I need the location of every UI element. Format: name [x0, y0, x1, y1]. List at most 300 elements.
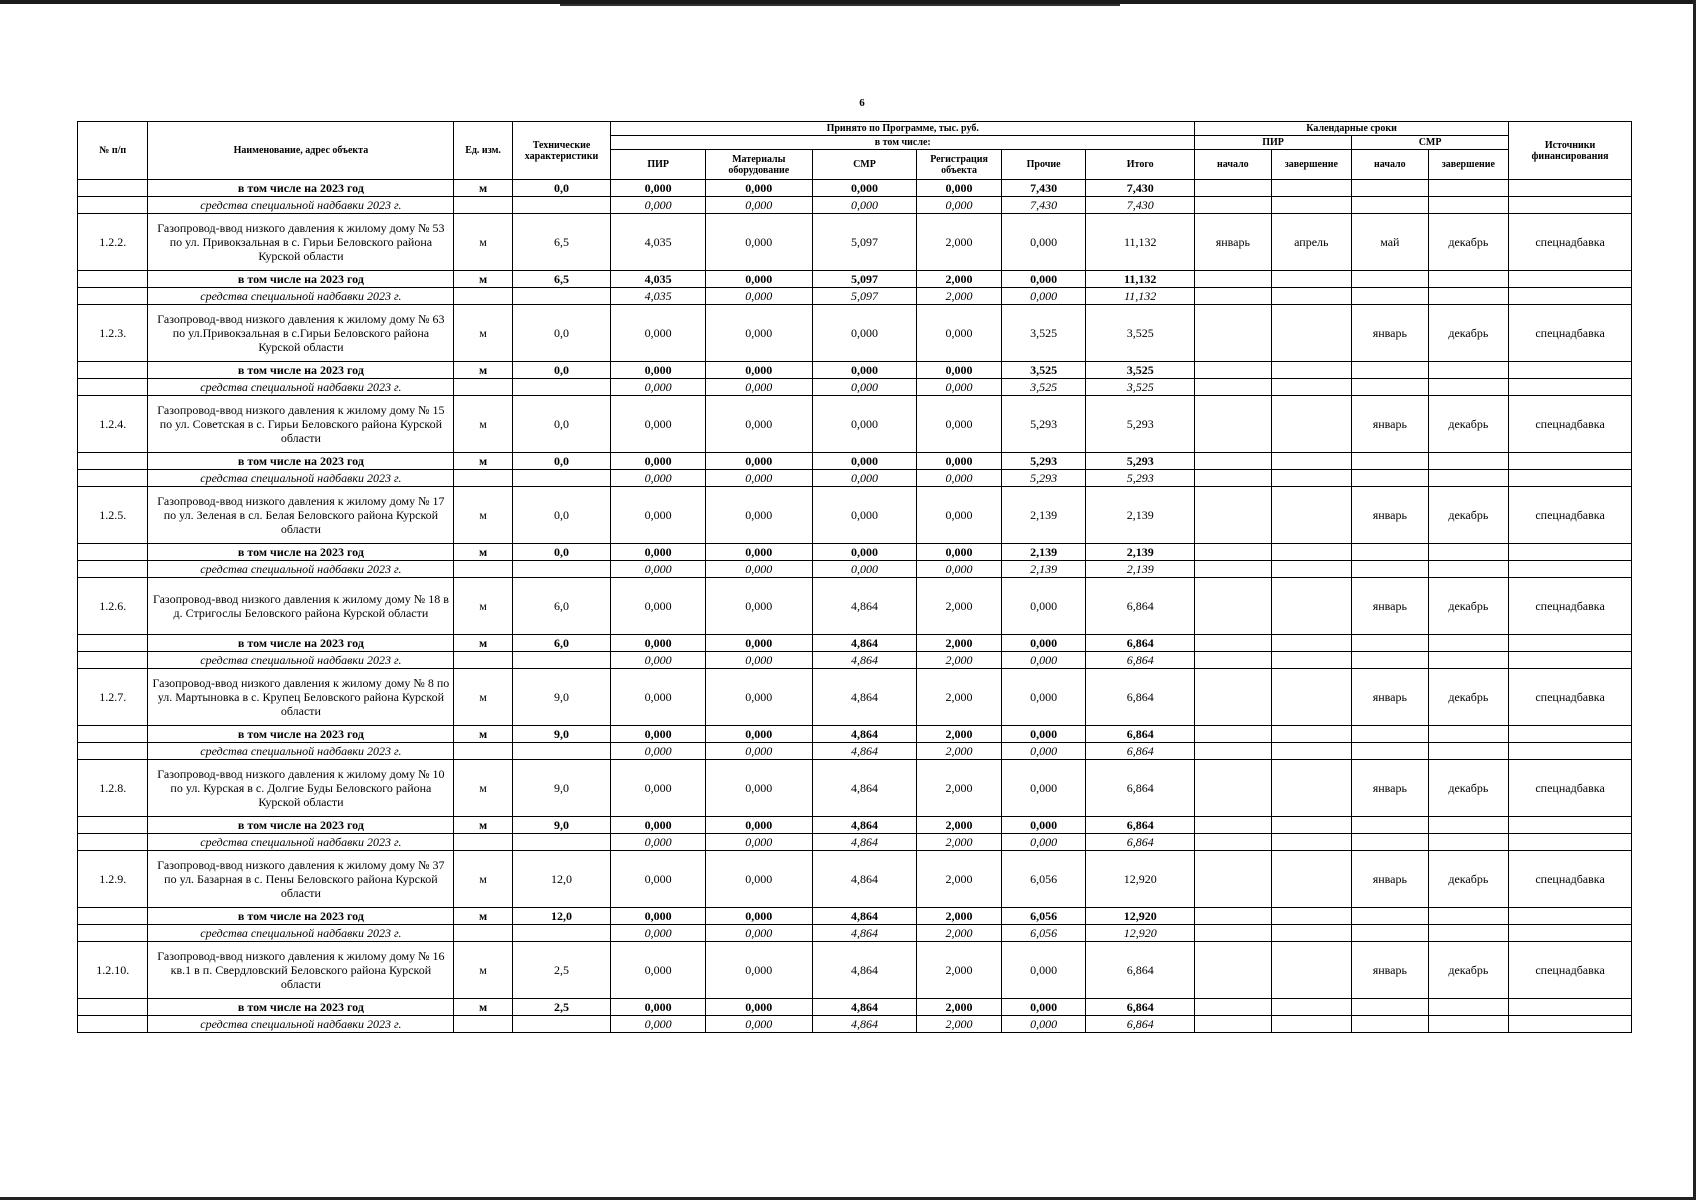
- cell-source: [1509, 817, 1632, 834]
- cell-pir-start: [1195, 760, 1271, 817]
- cell-smr: 0,000: [812, 180, 917, 197]
- cell-smr-end: декабрь: [1428, 851, 1509, 908]
- cell-unit: [454, 470, 512, 487]
- cell-pir: 0,000: [611, 669, 706, 726]
- header-materials: Материалы оборудование: [705, 150, 812, 180]
- cell-pir: 4,035: [611, 214, 706, 271]
- cell-num: [78, 817, 148, 834]
- cell-registration: 0,000: [917, 180, 1002, 197]
- cell-other: 0,000: [1001, 578, 1086, 635]
- cell-pir-end: [1271, 652, 1352, 669]
- cell-pir: 0,000: [611, 180, 706, 197]
- cell-smr: 4,864: [812, 817, 917, 834]
- header-total: Итого: [1086, 150, 1195, 180]
- cell-object-name: Газопровод-ввод низкого давления к жилому дому № 16 кв.1 в п. Свердловский Беловского района Курской области: [148, 942, 454, 999]
- cell-tech: [512, 288, 611, 305]
- cell-pir-start: [1195, 561, 1271, 578]
- cell-other: 0,000: [1001, 743, 1086, 760]
- header-smr-start: начало: [1352, 150, 1428, 180]
- cell-pir: 0,000: [611, 925, 706, 942]
- cell-total: 6,864: [1086, 1016, 1195, 1033]
- cell-other: 0,000: [1001, 942, 1086, 999]
- header-num: № п/п: [78, 122, 148, 180]
- cell-smr-start: [1352, 908, 1428, 925]
- cell-source: [1509, 197, 1632, 214]
- cell-pir: 0,000: [611, 726, 706, 743]
- cell-materials: 0,000: [705, 652, 812, 669]
- cell-total: 6,864: [1086, 834, 1195, 851]
- cell-other: 0,000: [1001, 834, 1086, 851]
- cell-materials: 0,000: [705, 669, 812, 726]
- cell-fund-label: средства специальной надбавки 2023 г.: [148, 561, 454, 578]
- cell-registration: 2,000: [917, 652, 1002, 669]
- cell-smr-start: [1352, 197, 1428, 214]
- cell-other: 3,525: [1001, 305, 1086, 362]
- cell-smr: 4,864: [812, 669, 917, 726]
- subtotal-2023-row: [78, 453, 1632, 470]
- cell-pir-end: [1271, 544, 1352, 561]
- cell-num: [78, 834, 148, 851]
- cell-other: 6,056: [1001, 925, 1086, 942]
- cell-tech: [512, 925, 611, 942]
- cell-pir: 4,035: [611, 288, 706, 305]
- cell-tech: 9,0: [512, 669, 611, 726]
- cell-total: 12,920: [1086, 925, 1195, 942]
- cell-materials: 0,000: [705, 925, 812, 942]
- cell-smr: 0,000: [812, 396, 917, 453]
- cell-smr: 4,864: [812, 726, 917, 743]
- cell-tech: 0,0: [512, 544, 611, 561]
- cell-unit: м: [454, 817, 512, 834]
- cell-subtotal-label: в том числе на 2023 год: [148, 635, 454, 652]
- cell-unit: [454, 1016, 512, 1033]
- cell-total: 6,864: [1086, 635, 1195, 652]
- header-calendar-group: Календарные сроки: [1195, 122, 1509, 136]
- cell-object-name: Газопровод-ввод низкого давления к жилому дому № 37 по ул. Базарная в с. Пены Беловского района Курской области: [148, 851, 454, 908]
- fund-row: [78, 834, 1632, 851]
- cell-other: 7,430: [1001, 197, 1086, 214]
- header-name: Наименование, адрес объекта: [148, 122, 454, 180]
- cell-source: [1509, 652, 1632, 669]
- cell-num: [78, 726, 148, 743]
- cell-fund-label: средства специальной надбавки 2023 г.: [148, 379, 454, 396]
- cell-other: 0,000: [1001, 288, 1086, 305]
- cell-subtotal-label: в том числе на 2023 год: [148, 180, 454, 197]
- cell-total: 6,864: [1086, 726, 1195, 743]
- cell-pir-end: [1271, 271, 1352, 288]
- cell-pir-end: [1271, 197, 1352, 214]
- cell-pir-start: [1195, 453, 1271, 470]
- cell-pir-end: [1271, 834, 1352, 851]
- cell-pir-end: [1271, 379, 1352, 396]
- cell-smr: 4,864: [812, 578, 917, 635]
- cell-smr: 0,000: [812, 561, 917, 578]
- cell-materials: 0,000: [705, 544, 812, 561]
- cell-num: 1.2.10.: [78, 942, 148, 999]
- object-row: [78, 487, 1632, 544]
- cell-smr-end: [1428, 652, 1509, 669]
- cell-pir-end: [1271, 453, 1352, 470]
- cell-unit: м: [454, 180, 512, 197]
- cell-pir-start: январь: [1195, 214, 1271, 271]
- cell-tech: [512, 652, 611, 669]
- cell-other: 0,000: [1001, 271, 1086, 288]
- cell-pir-start: [1195, 925, 1271, 942]
- cell-total: 2,139: [1086, 544, 1195, 561]
- header-cal-smr: СМР: [1352, 136, 1509, 150]
- cell-smr: 4,864: [812, 908, 917, 925]
- cell-pir: 0,000: [611, 470, 706, 487]
- cell-unit: [454, 834, 512, 851]
- subtotal-2023-row: [78, 817, 1632, 834]
- cell-pir-start: [1195, 669, 1271, 726]
- cell-pir-end: [1271, 305, 1352, 362]
- cell-object-name: Газопровод-ввод низкого давления к жилому дому № 15 по ул. Советская в с. Гирьи Беловского района Курской области: [148, 396, 454, 453]
- cell-pir: 0,000: [611, 851, 706, 908]
- cell-source: [1509, 362, 1632, 379]
- cell-pir-end: [1271, 743, 1352, 760]
- cell-tech: 12,0: [512, 908, 611, 925]
- cell-pir-end: [1271, 561, 1352, 578]
- cell-unit: м: [454, 453, 512, 470]
- cell-smr-end: [1428, 999, 1509, 1016]
- cell-source: [1509, 379, 1632, 396]
- cell-smr-end: [1428, 180, 1509, 197]
- cell-smr-start: январь: [1352, 396, 1428, 453]
- cell-smr: 0,000: [812, 197, 917, 214]
- cell-pir: 0,000: [611, 544, 706, 561]
- cell-unit: [454, 743, 512, 760]
- cell-pir: 0,000: [611, 379, 706, 396]
- cell-fund-label: средства специальной надбавки 2023 г.: [148, 1016, 454, 1033]
- cell-pir: 0,000: [611, 305, 706, 362]
- cell-source: спецнадбавка: [1509, 760, 1632, 817]
- cell-pir: 0,000: [611, 817, 706, 834]
- cell-num: [78, 379, 148, 396]
- cell-unit: м: [454, 726, 512, 743]
- cell-pir-start: [1195, 817, 1271, 834]
- cell-smr-start: [1352, 362, 1428, 379]
- cell-smr-end: декабрь: [1428, 396, 1509, 453]
- cell-smr-start: [1352, 743, 1428, 760]
- cell-pir-start: [1195, 652, 1271, 669]
- cell-smr-start: [1352, 1016, 1428, 1033]
- cell-registration: 0,000: [917, 453, 1002, 470]
- cell-unit: м: [454, 669, 512, 726]
- scan-edge-top-shadow: [560, 4, 1120, 6]
- cell-total: 6,864: [1086, 652, 1195, 669]
- cell-total: 2,139: [1086, 487, 1195, 544]
- cell-registration: 2,000: [917, 851, 1002, 908]
- cell-smr-end: декабрь: [1428, 487, 1509, 544]
- cell-source: спецнадбавка: [1509, 487, 1632, 544]
- cell-unit: м: [454, 305, 512, 362]
- page-number: 6: [859, 97, 865, 109]
- cell-tech: 12,0: [512, 851, 611, 908]
- cell-tech: 6,5: [512, 271, 611, 288]
- cell-smr-end: декабрь: [1428, 214, 1509, 271]
- cell-smr: 4,864: [812, 635, 917, 652]
- cell-smr-start: январь: [1352, 669, 1428, 726]
- cell-other: 2,139: [1001, 544, 1086, 561]
- program-table: [77, 121, 1632, 1033]
- cell-pir-start: [1195, 197, 1271, 214]
- cell-smr: 5,097: [812, 214, 917, 271]
- cell-other: 0,000: [1001, 999, 1086, 1016]
- object-row: [78, 305, 1632, 362]
- cell-source: [1509, 1016, 1632, 1033]
- cell-total: 5,293: [1086, 453, 1195, 470]
- cell-unit: [454, 652, 512, 669]
- cell-pir-end: [1271, 470, 1352, 487]
- cell-pir-end: [1271, 288, 1352, 305]
- cell-materials: 0,000: [705, 1016, 812, 1033]
- cell-source: [1509, 561, 1632, 578]
- cell-materials: 0,000: [705, 760, 812, 817]
- cell-registration: 0,000: [917, 470, 1002, 487]
- subtotal-2023-row: [78, 271, 1632, 288]
- cell-pir-start: [1195, 851, 1271, 908]
- cell-object-name: Газопровод-ввод низкого давления к жилому дому № 10 по ул. Курская в с. Долгие Буды Беловского района Курской области: [148, 760, 454, 817]
- fund-row: [78, 379, 1632, 396]
- cell-smr-start: [1352, 925, 1428, 942]
- subtotal-2023-row: [78, 362, 1632, 379]
- cell-materials: 0,000: [705, 561, 812, 578]
- cell-source: спецнадбавка: [1509, 305, 1632, 362]
- cell-total: 6,864: [1086, 669, 1195, 726]
- cell-subtotal-label: в том числе на 2023 год: [148, 453, 454, 470]
- cell-source: [1509, 834, 1632, 851]
- cell-materials: 0,000: [705, 851, 812, 908]
- cell-pir: 0,000: [611, 635, 706, 652]
- cell-num: 1.2.5.: [78, 487, 148, 544]
- cell-pir-start: [1195, 288, 1271, 305]
- cell-num: [78, 999, 148, 1016]
- cell-pir: 0,000: [611, 652, 706, 669]
- cell-registration: 0,000: [917, 379, 1002, 396]
- cell-smr-end: [1428, 635, 1509, 652]
- cell-registration: 2,000: [917, 925, 1002, 942]
- header-pir: ПИР: [611, 150, 706, 180]
- cell-tech: 0,0: [512, 362, 611, 379]
- cell-num: [78, 544, 148, 561]
- cell-source: [1509, 925, 1632, 942]
- fund-row: [78, 197, 1632, 214]
- cell-tech: [512, 379, 611, 396]
- cell-tech: [512, 834, 611, 851]
- cell-source: [1509, 453, 1632, 470]
- cell-fund-label: средства специальной надбавки 2023 г.: [148, 743, 454, 760]
- cell-num: [78, 180, 148, 197]
- cell-pir: 0,000: [611, 743, 706, 760]
- cell-tech: 0,0: [512, 487, 611, 544]
- cell-source: [1509, 743, 1632, 760]
- cell-smr-end: [1428, 544, 1509, 561]
- cell-materials: 0,000: [705, 578, 812, 635]
- cell-unit: [454, 561, 512, 578]
- cell-num: [78, 288, 148, 305]
- cell-registration: 2,000: [917, 726, 1002, 743]
- cell-pir-start: [1195, 999, 1271, 1016]
- cell-source: [1509, 999, 1632, 1016]
- cell-tech: 2,5: [512, 942, 611, 999]
- cell-pir-end: [1271, 362, 1352, 379]
- cell-other: 3,525: [1001, 362, 1086, 379]
- cell-source: спецнадбавка: [1509, 851, 1632, 908]
- cell-registration: 2,000: [917, 1016, 1002, 1033]
- cell-unit: м: [454, 362, 512, 379]
- cell-registration: 2,000: [917, 999, 1002, 1016]
- cell-unit: м: [454, 942, 512, 999]
- cell-tech: [512, 197, 611, 214]
- cell-num: 1.2.2.: [78, 214, 148, 271]
- object-row: [78, 578, 1632, 635]
- cell-pir: 0,000: [611, 487, 706, 544]
- cell-tech: 9,0: [512, 760, 611, 817]
- cell-source: спецнадбавка: [1509, 578, 1632, 635]
- cell-source: спецнадбавка: [1509, 669, 1632, 726]
- cell-pir-start: [1195, 180, 1271, 197]
- cell-unit: м: [454, 271, 512, 288]
- cell-pir-end: апрель: [1271, 214, 1352, 271]
- cell-unit: [454, 197, 512, 214]
- cell-tech: 0,0: [512, 305, 611, 362]
- cell-unit: м: [454, 487, 512, 544]
- cell-source: спецнадбавка: [1509, 396, 1632, 453]
- cell-object-name: Газопровод-ввод низкого давления к жилому дому № 53 по ул. Привокзальная в с. Гирьи Беловского района Курской области: [148, 214, 454, 271]
- cell-num: [78, 1016, 148, 1033]
- cell-smr-end: [1428, 561, 1509, 578]
- cell-other: 6,056: [1001, 851, 1086, 908]
- cell-smr: 4,864: [812, 925, 917, 942]
- cell-pir-end: [1271, 760, 1352, 817]
- cell-smr-end: [1428, 197, 1509, 214]
- cell-unit: м: [454, 908, 512, 925]
- cell-other: 0,000: [1001, 652, 1086, 669]
- cell-smr-start: май: [1352, 214, 1428, 271]
- cell-registration: 2,000: [917, 908, 1002, 925]
- cell-subtotal-label: в том числе на 2023 год: [148, 908, 454, 925]
- cell-pir-end: [1271, 817, 1352, 834]
- cell-smr-end: декабрь: [1428, 305, 1509, 362]
- cell-smr-end: [1428, 379, 1509, 396]
- cell-smr-end: декабрь: [1428, 942, 1509, 999]
- cell-unit: м: [454, 851, 512, 908]
- cell-smr: 0,000: [812, 487, 917, 544]
- cell-smr-end: [1428, 908, 1509, 925]
- cell-smr: 0,000: [812, 453, 917, 470]
- cell-total: 11,132: [1086, 288, 1195, 305]
- cell-smr-start: [1352, 561, 1428, 578]
- cell-num: [78, 197, 148, 214]
- cell-pir: 0,000: [611, 453, 706, 470]
- cell-registration: 0,000: [917, 396, 1002, 453]
- cell-source: [1509, 544, 1632, 561]
- object-row: [78, 214, 1632, 271]
- cell-pir-end: [1271, 1016, 1352, 1033]
- cell-registration: 2,000: [917, 942, 1002, 999]
- cell-source: [1509, 288, 1632, 305]
- header-program-group: Принято по Программе, тыс. руб.: [611, 122, 1195, 136]
- cell-other: 0,000: [1001, 635, 1086, 652]
- cell-total: 12,920: [1086, 851, 1195, 908]
- cell-total: 6,864: [1086, 743, 1195, 760]
- cell-tech: [512, 470, 611, 487]
- cell-pir-end: [1271, 396, 1352, 453]
- cell-fund-label: средства специальной надбавки 2023 г.: [148, 288, 454, 305]
- cell-num: 1.2.4.: [78, 396, 148, 453]
- cell-smr-end: [1428, 726, 1509, 743]
- cell-total: 6,864: [1086, 942, 1195, 999]
- cell-fund-label: средства специальной надбавки 2023 г.: [148, 834, 454, 851]
- table-header: [78, 122, 1632, 180]
- subtotal-2023-row: [78, 544, 1632, 561]
- fund-row: [78, 1016, 1632, 1033]
- cell-pir-end: [1271, 180, 1352, 197]
- cell-pir: 0,000: [611, 999, 706, 1016]
- cell-pir-start: [1195, 305, 1271, 362]
- cell-pir: 0,000: [611, 908, 706, 925]
- cell-registration: 2,000: [917, 214, 1002, 271]
- cell-smr-end: [1428, 834, 1509, 851]
- cell-smr: 4,864: [812, 1016, 917, 1033]
- cell-source: [1509, 180, 1632, 197]
- subtotal-2023-row: [78, 726, 1632, 743]
- cell-materials: 0,000: [705, 288, 812, 305]
- cell-other: 0,000: [1001, 760, 1086, 817]
- cell-materials: 0,000: [705, 726, 812, 743]
- cell-total: 11,132: [1086, 271, 1195, 288]
- cell-other: 0,000: [1001, 669, 1086, 726]
- cell-fund-label: средства специальной надбавки 2023 г.: [148, 197, 454, 214]
- cell-registration: 0,000: [917, 197, 1002, 214]
- cell-pir: 0,000: [611, 1016, 706, 1033]
- subtotal-2023-row: [78, 908, 1632, 925]
- cell-materials: 0,000: [705, 305, 812, 362]
- cell-registration: 2,000: [917, 271, 1002, 288]
- cell-num: [78, 470, 148, 487]
- cell-pir-start: [1195, 635, 1271, 652]
- cell-materials: 0,000: [705, 197, 812, 214]
- cell-registration: 2,000: [917, 578, 1002, 635]
- cell-registration: 0,000: [917, 487, 1002, 544]
- cell-unit: [454, 925, 512, 942]
- cell-object-name: Газопровод-ввод низкого давления к жилому дому № 17 по ул. Зеленая в сл. Белая Беловского района Курской области: [148, 487, 454, 544]
- subtotal-2023-row: [78, 180, 1632, 197]
- cell-smr: 4,864: [812, 652, 917, 669]
- cell-smr-end: [1428, 288, 1509, 305]
- cell-num: 1.2.8.: [78, 760, 148, 817]
- cell-pir-start: [1195, 271, 1271, 288]
- cell-object-name: Газопровод-ввод низкого давления к жилому дому № 63 по ул.Привокзальная в с.Гирьи Беловского района Курской области: [148, 305, 454, 362]
- cell-smr: 4,864: [812, 999, 917, 1016]
- cell-tech: [512, 743, 611, 760]
- cell-source: [1509, 470, 1632, 487]
- cell-materials: 0,000: [705, 180, 812, 197]
- cell-smr: 0,000: [812, 379, 917, 396]
- cell-object-name: Газопровод-ввод низкого давления к жилому дому № 18 в д. Стригослы Беловского района Курской области: [148, 578, 454, 635]
- cell-unit: м: [454, 544, 512, 561]
- cell-num: [78, 925, 148, 942]
- cell-total: 3,525: [1086, 305, 1195, 362]
- table-body: [78, 180, 1632, 1033]
- cell-materials: 0,000: [705, 214, 812, 271]
- cell-pir: 0,000: [611, 942, 706, 999]
- cell-num: 1.2.6.: [78, 578, 148, 635]
- header-unit: Ед. изм.: [454, 122, 512, 180]
- cell-smr-start: январь: [1352, 305, 1428, 362]
- cell-fund-label: средства специальной надбавки 2023 г.: [148, 470, 454, 487]
